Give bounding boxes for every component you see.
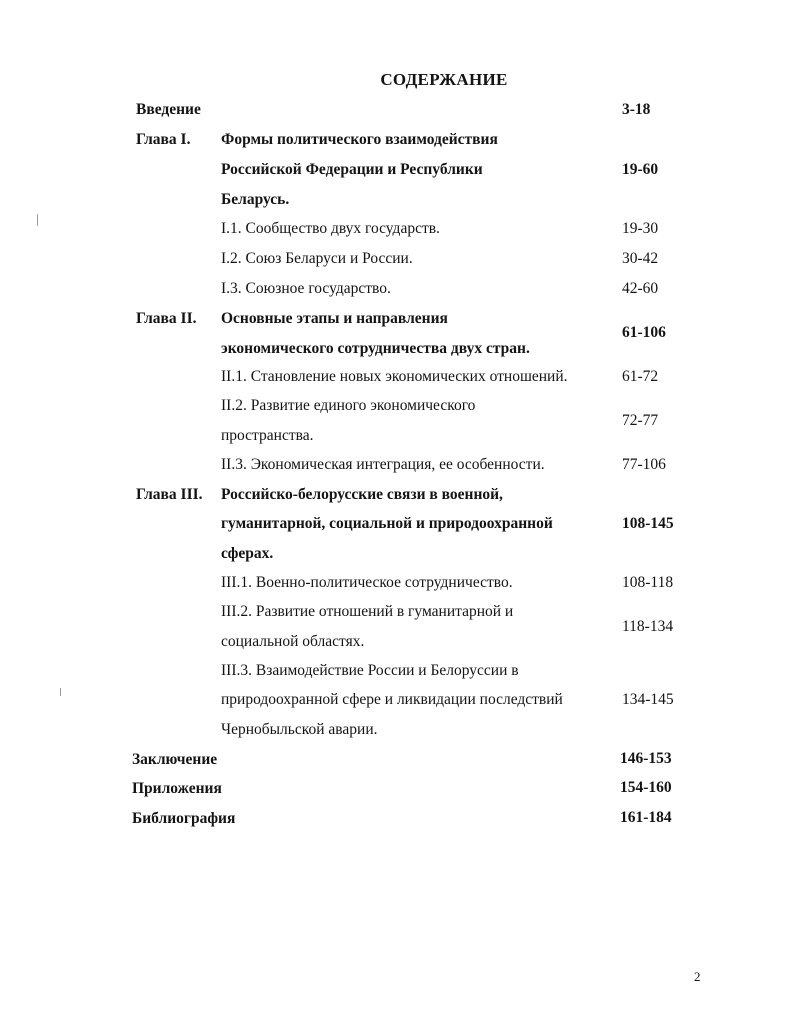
toc-chapter3-title-line1: Российско-белорусские связи в военной, bbox=[221, 486, 503, 503]
toc-section-1-2: I.2. Союз Беларуси и России. bbox=[221, 250, 413, 267]
toc-chapter1-title-line3: Беларусь. bbox=[221, 191, 290, 208]
toc-section-2-3: II.3. Экономическая интеграция, ее особенности. bbox=[221, 456, 545, 473]
toc-chapter3-label: Глава III. bbox=[136, 486, 203, 503]
toc-section-3-3-pages: 134-145 bbox=[622, 691, 674, 708]
toc-chapter1-label: Глава I. bbox=[136, 131, 191, 148]
scan-mark bbox=[37, 214, 38, 226]
toc-chapter3-title-line2: гуманитарной, социальной и природоохранной bbox=[221, 515, 553, 532]
toc-section-2-3-pages: 77-106 bbox=[622, 456, 666, 473]
toc-bibliography-pages: 161-184 bbox=[620, 809, 672, 826]
toc-chapter2-title-line1: Основные этапы и направления bbox=[221, 310, 448, 327]
toc-intro-pages: 3-18 bbox=[622, 101, 651, 118]
toc-section-2-1-pages: 61-72 bbox=[622, 368, 659, 385]
toc-section-1-3: I.3. Союзное государство. bbox=[221, 280, 391, 297]
toc-appendices-pages: 154-160 bbox=[620, 779, 672, 796]
toc-chapter1-title-line2: Российской Федерации и Республики bbox=[221, 161, 483, 178]
toc-appendices-label: Приложения bbox=[132, 780, 222, 797]
toc-section-3-3-line3: Чернобыльской аварии. bbox=[221, 721, 378, 738]
toc-section-1-1: I.1. Сообщество двух государств. bbox=[221, 220, 440, 237]
toc-chapter1-pages: 19-60 bbox=[622, 161, 659, 178]
toc-conclusion-label: Заключение bbox=[132, 751, 218, 768]
toc-conclusion-pages: 146-153 bbox=[620, 750, 672, 767]
toc-section-3-2-line1: III.2. Развитие отношений в гуманитарной и bbox=[221, 603, 514, 620]
toc-chapter3-pages: 108-145 bbox=[622, 515, 674, 532]
toc-section-1-1-pages: 19-30 bbox=[622, 220, 659, 237]
toc-section-3-2-line2: социальной областях. bbox=[221, 633, 365, 650]
toc-chapter2-pages: 61-106 bbox=[622, 324, 666, 341]
toc-section-3-3-line2: природоохранной сфере и ликвидации последствий bbox=[221, 691, 563, 708]
toc-section-2-2-line2: пространства. bbox=[221, 427, 314, 444]
toc-section-3-2-pages: 118-134 bbox=[622, 618, 674, 635]
toc-section-1-3-pages: 42-60 bbox=[622, 280, 659, 297]
toc-section-3-3-line1: III.3. Взаимодействие России и Белоруссии в bbox=[221, 662, 519, 679]
page-number: 2 bbox=[694, 969, 701, 984]
toc-chapter2-title-line2: экономического сотрудничества двух стран. bbox=[221, 340, 530, 357]
toc-chapter2-label: Глава II. bbox=[136, 310, 197, 327]
toc-section-2-2-pages: 72-77 bbox=[622, 412, 659, 429]
toc-chapter3-title-line3: сферах. bbox=[221, 545, 274, 562]
toc-section-3-1-pages: 108-118 bbox=[622, 574, 674, 591]
toc-chapter1-title-line1: Формы политического взаимодействия bbox=[221, 131, 498, 148]
toc-section-2-1: II.1. Становление новых экономических отношений. bbox=[221, 368, 568, 385]
toc-intro-label: Введение bbox=[136, 101, 201, 118]
toc-section-2-2-line1: II.2. Развитие единого экономического bbox=[221, 397, 476, 414]
scan-mark bbox=[60, 688, 61, 696]
toc-bibliography-label: Библиография bbox=[132, 810, 236, 827]
toc-section-1-2-pages: 30-42 bbox=[622, 250, 659, 267]
page-title: СОДЕРЖАНИЕ bbox=[380, 70, 508, 89]
toc-section-3-1: III.1. Военно-политическое сотрудничество. bbox=[221, 574, 513, 591]
